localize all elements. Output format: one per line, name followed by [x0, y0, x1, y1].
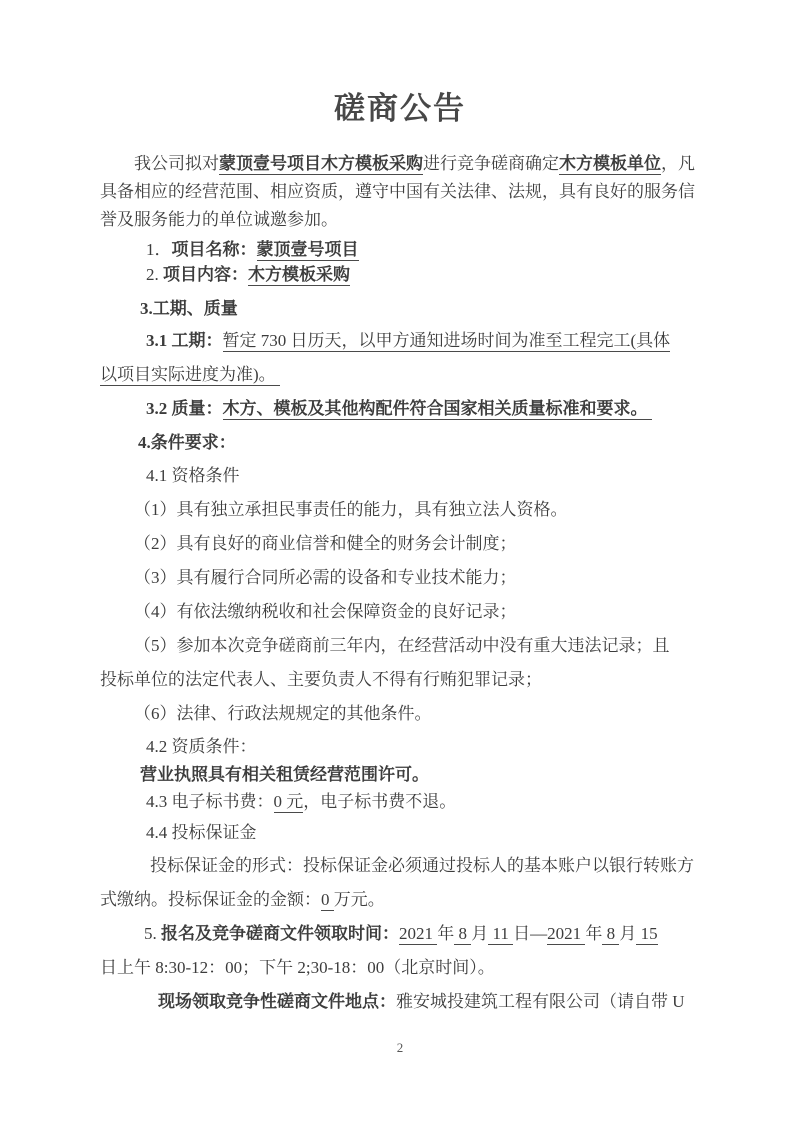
underlined-deposit-amount: 0	[321, 890, 334, 909]
condition-item-1: （1）具有独立承担民事责任的能力，具有独立法人资格。	[134, 500, 568, 519]
intro-line: 具备相应的经营范围、相应资质，遵守中国有关法律、法规，具有良好的服务信	[100, 182, 695, 201]
condition-line: 投标单位的法定代表人、主要负责人不得有行贿犯罪记录；	[100, 670, 542, 689]
term-label: 3.1 工期：	[146, 331, 223, 350]
fee-label: 4.3 电子标书费：	[146, 792, 274, 811]
underlined-term-value-cont: 以项目实际进度为准)。	[100, 365, 280, 384]
pickup-location-clause	[100, 985, 700, 1019]
condition-item-5	[100, 629, 700, 697]
quality-label: 3.2 质量：	[146, 399, 223, 418]
pickup-location-value: 雅安城投建筑工程有限公司（请自带 U	[396, 992, 685, 1011]
intro-run: 我公司拟对	[134, 154, 219, 173]
underlined-day-start: 11	[488, 924, 514, 943]
deposit-line: 投标保证金的形式：投标保证金必须通过投标人的基本账户以银行转账方	[150, 856, 694, 875]
date-separator: 年	[437, 924, 455, 943]
project-name-label: 项目名称：	[171, 240, 257, 259]
list-number: 5.	[144, 924, 161, 943]
list-number: 1．	[146, 240, 172, 259]
license-requirement: 营业执照具有相关租赁经营范围许可。	[140, 765, 429, 784]
project-content-item	[100, 262, 700, 287]
date-separator: 年	[585, 924, 603, 943]
intro-paragraph	[100, 150, 700, 234]
quality-clause	[100, 392, 700, 426]
fee-rest: ，电子标书费不退。	[303, 792, 457, 811]
deposit-line-prefix: 式缴纳。投标保证金的金额：	[100, 890, 321, 909]
underlined-term-value: 暂定 730 日历天，以甲方通知进场时间为准至工程完工(具体	[222, 331, 671, 350]
registration-time-label: 报名及竞争磋商文件领取时间：	[161, 924, 399, 943]
underlined-quality-value: 木方、模板及其他构配件符合国家相关质量标准和要求。	[222, 399, 652, 418]
underlined-procurement-name: 蒙顶壹号项目木方模板采购	[219, 154, 423, 173]
page-title: 磋商公告	[334, 91, 466, 126]
condition-item-6: （6）法律、行政法规规定的其他条件。	[134, 704, 432, 723]
list-number: 2.	[146, 265, 163, 284]
date-separator: 日—	[513, 924, 548, 943]
condition-item-2: （2）具有良好的商业信誉和健全的财务会计制度；	[134, 534, 517, 553]
section3-heading: 3.工期、质量	[140, 299, 238, 318]
date-separator: 月	[619, 924, 637, 943]
underlined-fee-amount: 0 元	[273, 792, 304, 811]
underlined-month-end: 8	[602, 924, 620, 943]
deposit-line-suffix: 万元。	[333, 890, 385, 909]
pickup-location-label: 现场领取竞争性磋商文件地点：	[158, 992, 396, 1011]
qualification-heading: 4.1 资格条件	[146, 466, 240, 485]
project-content-label: 项目内容：	[163, 265, 248, 284]
deposit-paragraph	[100, 849, 700, 917]
underlined-year-start: 2021	[399, 924, 438, 943]
registration-time-hours: 日上午 8:30-12：00；下午 2;30-18：00（北京时间）。	[100, 958, 495, 977]
page-number: 2	[396, 1040, 404, 1055]
project-name-item	[100, 237, 700, 262]
underlined-year-end: 2021	[547, 924, 586, 943]
registration-time-clause	[100, 917, 700, 985]
condition-item-3: （3）具有履行合同所必需的设备和专业技术能力；	[134, 568, 517, 587]
term-clause	[100, 324, 700, 392]
intro-run: ，凡	[661, 154, 695, 173]
condition-line: （5）参加本次竞争磋商前三年内，在经营活动中没有重大违法记录；且	[134, 636, 670, 655]
bid-deposit-heading: 4.4 投标保证金	[146, 823, 257, 842]
intro-line: 誉及服务能力的单位诚邀参加。	[100, 210, 338, 229]
license-clause-heading: 4.2 资质条件：	[146, 737, 257, 756]
condition-item-4: （4）有依法缴纳税收和社会保障资金的良好记录；	[134, 602, 517, 621]
bid-doc-fee-clause	[100, 787, 700, 817]
underlined-month-start: 8	[454, 924, 472, 943]
section4-heading: 4.条件要求：	[138, 433, 236, 452]
date-separator: 月	[471, 924, 489, 943]
underlined-project-name: 蒙顶壹号项目	[256, 240, 359, 259]
intro-run: 进行竞争磋商确定	[423, 154, 559, 173]
underlined-project-content: 木方模板采购	[248, 265, 350, 284]
underlined-day-end: 15	[636, 924, 658, 943]
underlined-supplier-type: 木方模板单位	[559, 154, 661, 173]
